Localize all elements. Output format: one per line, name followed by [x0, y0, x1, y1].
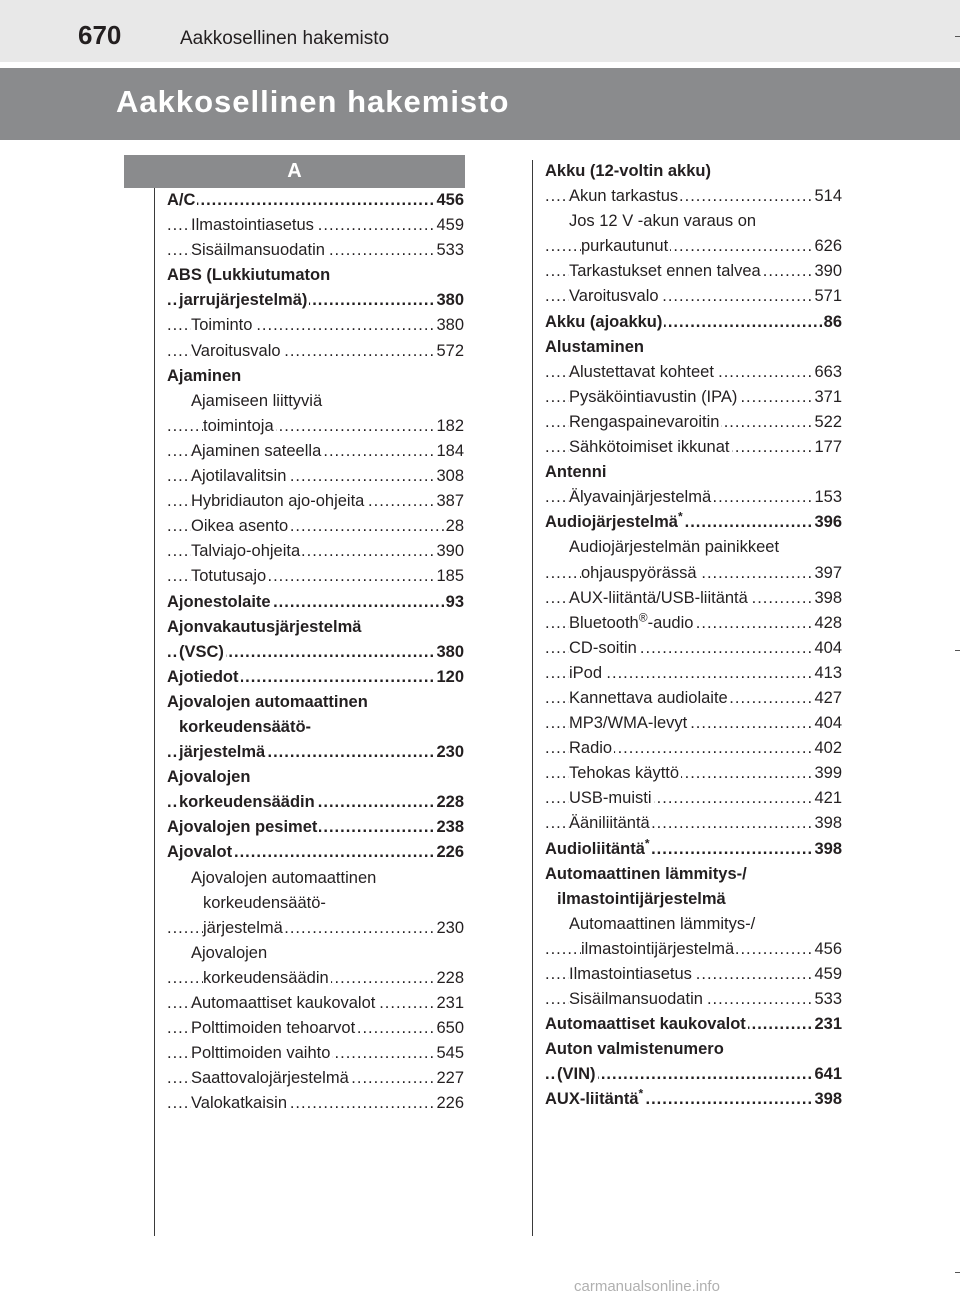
- index-entry: [545, 1037, 842, 1062]
- index-entry: [167, 765, 464, 790]
- index-entry-label: Audioliitäntä*: [545, 837, 652, 862]
- index-entry-label: Ajovalot: [167, 840, 234, 865]
- index-entry: [545, 385, 842, 410]
- index-entry-label: Akun tarkastus: [569, 184, 680, 209]
- index-entry-label: USB-muisti: [569, 786, 654, 811]
- index-entry-label: Tehokas käyttö: [569, 761, 681, 786]
- index-entry-label: Ajovalojen automaattinen: [191, 866, 378, 891]
- index-entry-label: CD-soitin: [569, 636, 639, 661]
- index-entry: [545, 686, 842, 711]
- index-entry: [545, 811, 842, 836]
- index-entry: [545, 887, 842, 912]
- index-entry: [167, 539, 464, 564]
- index-entry-label: Rengaspainevaroitin: [569, 410, 721, 435]
- index-entry-label: toimintoja: [203, 414, 276, 439]
- index-entry-label: Akku (12-voltin akku): [545, 159, 713, 184]
- index-entry: [167, 966, 464, 991]
- index-entry-label: Automaattinen lämmitys-/: [569, 912, 757, 937]
- index-entry: [545, 736, 842, 761]
- right-index-column: [545, 159, 842, 1113]
- index-entry-page: 308: [434, 464, 464, 489]
- index-entry-page: 390: [812, 259, 842, 284]
- index-entry-label: MP3/WMA-levyt: [569, 711, 689, 736]
- index-entry-label: Varoitusvalo: [191, 339, 283, 364]
- index-entry-page: 86: [822, 310, 842, 335]
- index-entry-page: 228: [434, 790, 464, 815]
- index-entry: [167, 213, 464, 238]
- index-entry: [545, 611, 842, 636]
- index-entry-page: 153: [812, 485, 842, 510]
- index-entry: [545, 159, 842, 184]
- index-entry-label: ilmastointijärjestelmä: [581, 937, 736, 962]
- index-entry-page: 228: [434, 966, 464, 991]
- index-entry: [167, 866, 464, 891]
- index-entry-page: 28: [444, 514, 464, 539]
- index-entry-page: 514: [812, 184, 842, 209]
- index-entry-label: Tarkastukset ennen talvea: [569, 259, 763, 284]
- left-index-column: [167, 188, 464, 1116]
- index-entry-label: ilmastointijärjestelmä: [557, 887, 728, 912]
- index-entry-label: Sisäilmansuodatin: [569, 987, 705, 1012]
- index-entry-label: AUX-liitäntä/USB-liitäntä: [569, 586, 750, 611]
- index-entry-page: 380: [434, 288, 464, 313]
- index-entry-page: 456: [812, 937, 842, 962]
- index-entry-label: Automaattiset kaukovalot: [191, 991, 377, 1016]
- index-entry: [167, 916, 464, 941]
- index-entry-label: Ajaminen sateella: [191, 439, 323, 464]
- index-entry: [167, 464, 464, 489]
- index-entry: [167, 840, 464, 865]
- index-entry: [545, 711, 842, 736]
- index-entry: [545, 561, 842, 586]
- index-entry-label: Ajotiedot: [167, 665, 241, 690]
- index-entry: [545, 460, 842, 485]
- index-entry-label: (VIN): [557, 1062, 598, 1087]
- index-entry-page: 398: [812, 1087, 842, 1112]
- index-entry: [545, 912, 842, 937]
- page-header: [0, 0, 960, 62]
- index-entry-page: 663: [812, 360, 842, 385]
- index-entry-label: Ilmastointiasetus: [569, 962, 694, 987]
- index-entry: [167, 590, 464, 615]
- index-entry: [545, 284, 842, 309]
- index-entry-page: 226: [434, 1091, 464, 1116]
- crop-mark: [955, 36, 960, 37]
- index-entry-page: 120: [434, 665, 464, 690]
- index-entry-label: Auton valmistenumero: [545, 1037, 726, 1062]
- index-entry-page: 522: [812, 410, 842, 435]
- index-entry-label: ABS (Lukkiutumaton: [167, 263, 332, 288]
- index-entry: [545, 259, 842, 284]
- index-entry: [545, 209, 842, 234]
- index-entry: [545, 987, 842, 1012]
- index-entry: [545, 535, 842, 560]
- left-column-rule: [154, 188, 155, 1236]
- page-number: 670: [78, 20, 122, 50]
- index-entry: [545, 510, 842, 535]
- index-entry: [545, 310, 842, 335]
- index-entry-label: Automaattiset kaukovalot: [545, 1012, 748, 1037]
- index-entry: [167, 941, 464, 966]
- index-entry: [545, 435, 842, 460]
- index-entry-page: 571: [812, 284, 842, 309]
- index-entry-page: 397: [812, 561, 842, 586]
- index-entry: [167, 514, 464, 539]
- index-entry-page: 404: [812, 636, 842, 661]
- index-entry-label: korkeudensäädin: [179, 790, 317, 815]
- index-entry-label: Automaattinen lämmitys-/: [545, 862, 749, 887]
- index-entry: [167, 690, 464, 715]
- index-entry-page: 428: [812, 611, 842, 636]
- index-entry-label: Polttimoiden tehoarvot: [191, 1016, 357, 1041]
- index-entry: [545, 962, 842, 987]
- index-entry-page: 396: [812, 510, 842, 535]
- index-entry: [545, 335, 842, 360]
- index-entry-label: Antenni: [545, 460, 608, 485]
- index-entry: [167, 238, 464, 263]
- index-entry: [167, 1016, 464, 1041]
- index-entry: [545, 661, 842, 686]
- superscript-mark: *: [638, 1086, 644, 1101]
- index-entry-page: 226: [434, 840, 464, 865]
- index-entry-page: 390: [434, 539, 464, 564]
- index-entry-label: Jos 12 V -akun varaus on: [569, 209, 758, 234]
- index-entry: [545, 1012, 842, 1037]
- index-entry-label: Ajovalojen: [191, 941, 269, 966]
- index-entry: [545, 837, 842, 862]
- index-entry-label: Ajovalojen: [167, 765, 252, 790]
- index-entry: [167, 188, 464, 213]
- index-entry: [167, 615, 464, 640]
- index-entry: [167, 414, 464, 439]
- index-entry: [167, 489, 464, 514]
- index-entry-label: Alustettavat kohteet: [569, 360, 716, 385]
- index-entry-label: purkautunut: [581, 234, 670, 259]
- index-entry-label: Saattovalojärjestelmä: [191, 1066, 351, 1091]
- index-entry: [545, 184, 842, 209]
- index-entry-label: Ajovalojen pesimet: [167, 815, 319, 840]
- index-entry-page: 380: [434, 313, 464, 338]
- index-entry: [167, 665, 464, 690]
- index-entry-label: Ajonestolaite: [167, 590, 273, 615]
- index-entry-label: (VSC): [179, 640, 226, 665]
- index-entry-label: Toiminto: [191, 313, 254, 338]
- index-entry: [167, 364, 464, 389]
- index-entry-label: Ajovalojen automaattinen: [167, 690, 370, 715]
- index-entry-label: Polttimoiden vaihto: [191, 1041, 332, 1066]
- index-entry-page: 533: [434, 238, 464, 263]
- index-entry-label: Älyavainjärjestelmä: [569, 485, 713, 510]
- index-entry-page: 371: [812, 385, 842, 410]
- index-entry: [167, 740, 464, 765]
- index-entry: [545, 410, 842, 435]
- index-entry-page: 459: [812, 962, 842, 987]
- index-entry: [167, 1041, 464, 1066]
- index-entry-label: ohjauspyörässä: [581, 561, 699, 586]
- index-entry: [167, 339, 464, 364]
- index-entry: [545, 1062, 842, 1087]
- section-letter-bar: A: [124, 155, 465, 188]
- index-entry-label: iPod: [569, 661, 604, 686]
- index-entry: [545, 485, 842, 510]
- index-entry-label: Talviajo-ohjeita: [191, 539, 302, 564]
- index-entry-page: 533: [812, 987, 842, 1012]
- index-entry-label: Audiojärjestelmä*: [545, 510, 685, 535]
- page-title: Aakkosellinen hakemisto: [116, 84, 510, 119]
- index-entry-page: 421: [812, 786, 842, 811]
- index-entry-label: järjestelmä: [203, 916, 285, 941]
- index-entry-page: 231: [812, 1012, 842, 1037]
- index-entry-page: 230: [434, 916, 464, 941]
- index-entry-page: 404: [812, 711, 842, 736]
- index-entry-label: Totutusajo: [191, 564, 268, 589]
- crop-mark: [955, 1272, 960, 1273]
- index-entry: [167, 715, 464, 740]
- index-entry-page: 626: [812, 234, 842, 259]
- superscript-mark: *: [677, 509, 683, 524]
- index-entry-page: 650: [434, 1016, 464, 1041]
- index-entry-page: 398: [812, 586, 842, 611]
- index-entry: [545, 786, 842, 811]
- superscript-mark: *: [644, 836, 650, 851]
- index-entry-page: 238: [434, 815, 464, 840]
- index-entry-page: 398: [812, 837, 842, 862]
- index-entry: [545, 862, 842, 887]
- index-entry-label: Ääniliitäntä: [569, 811, 652, 836]
- index-entry-label: Sähkötoimiset ikkunat: [569, 435, 732, 460]
- superscript-mark: ®: [638, 610, 648, 625]
- index-entry-page: 230: [434, 740, 464, 765]
- index-entry-label: korkeudensäätö-: [203, 891, 328, 916]
- index-entry-page: 459: [434, 213, 464, 238]
- index-entry-page: 456: [434, 188, 464, 213]
- index-entry-page: 399: [812, 761, 842, 786]
- index-entry: [167, 815, 464, 840]
- index-entry: [545, 761, 842, 786]
- index-entry-label: korkeudensäädin: [203, 966, 331, 991]
- index-entry: [167, 263, 464, 288]
- index-entry-label: Sisäilmansuodatin: [191, 238, 327, 263]
- index-entry: [167, 313, 464, 338]
- index-entry-page: 93: [444, 590, 464, 615]
- index-entry-label: Ajonvakautusjärjestelmä: [167, 615, 363, 640]
- index-entry-label: Pysäköintiavustin (IPA): [569, 385, 739, 410]
- index-entry-label: järjestelmä: [179, 740, 267, 765]
- index-entry: [167, 991, 464, 1016]
- running-title: Aakkosellinen hakemisto: [180, 28, 390, 49]
- index-entry: [167, 389, 464, 414]
- index-entry-label: Ajotilavalitsin: [191, 464, 288, 489]
- index-entry: [167, 439, 464, 464]
- index-entry-label: Valokatkaisin: [191, 1091, 289, 1116]
- index-entry-page: 231: [434, 991, 464, 1016]
- index-entry-page: 185: [434, 564, 464, 589]
- index-entry-page: 398: [812, 811, 842, 836]
- index-entry-page: 545: [434, 1041, 464, 1066]
- index-entry-page: 413: [812, 661, 842, 686]
- index-entry-page: 184: [434, 439, 464, 464]
- index-entry-page: 641: [812, 1062, 842, 1087]
- index-entry-label: A/C: [167, 188, 197, 213]
- index-entry-label: Oikea asento: [191, 514, 290, 539]
- index-entry-label: Ajamiseen liittyviä: [191, 389, 324, 414]
- index-entry-page: 427: [812, 686, 842, 711]
- watermark: carmanualsonline.info: [574, 1278, 720, 1295]
- center-column-rule: [532, 160, 533, 1236]
- index-entry-label: Hybridiauton ajo-ohjeita: [191, 489, 366, 514]
- index-entry: [167, 790, 464, 815]
- index-entry-page: 182: [434, 414, 464, 439]
- index-entry-page: 177: [812, 435, 842, 460]
- index-entry: [545, 234, 842, 259]
- index-entry-label: jarrujärjestelmä): [179, 288, 309, 313]
- index-entry: [167, 1091, 464, 1116]
- index-entry: [167, 891, 464, 916]
- index-entry: [167, 288, 464, 313]
- index-entry-page: 387: [434, 489, 464, 514]
- index-entry-label: Ilmastointiasetus: [191, 213, 316, 238]
- index-entry-label: Akku (ajoakku): [545, 310, 664, 335]
- index-entry: [545, 1087, 842, 1112]
- index-entry: [545, 360, 842, 385]
- index-entry-label: Radio: [569, 736, 614, 761]
- crop-mark: [955, 650, 960, 651]
- index-entry: [545, 937, 842, 962]
- index-entry: [545, 636, 842, 661]
- index-entry: [167, 564, 464, 589]
- index-entry-label: Alustaminen: [545, 335, 646, 360]
- index-entry-page: 227: [434, 1066, 464, 1091]
- index-entry: [167, 1066, 464, 1091]
- index-entry-label: Bluetooth®-audio: [569, 611, 695, 636]
- index-entry-page: 380: [434, 640, 464, 665]
- index-entry-label: Kannettava audiolaite: [569, 686, 730, 711]
- index-entry-page: 402: [812, 736, 842, 761]
- index-entry-label: korkeudensäätö-: [179, 715, 313, 740]
- index-entry: [545, 586, 842, 611]
- index-entry-label: Ajaminen: [167, 364, 243, 389]
- index-entry-label: Audiojärjestelmän painikkeet: [569, 535, 781, 560]
- index-entry: [167, 640, 464, 665]
- index-entry-page: 572: [434, 339, 464, 364]
- index-entry-label: Varoitusvalo: [569, 284, 661, 309]
- index-entry-label: AUX-liitäntä*: [545, 1087, 645, 1112]
